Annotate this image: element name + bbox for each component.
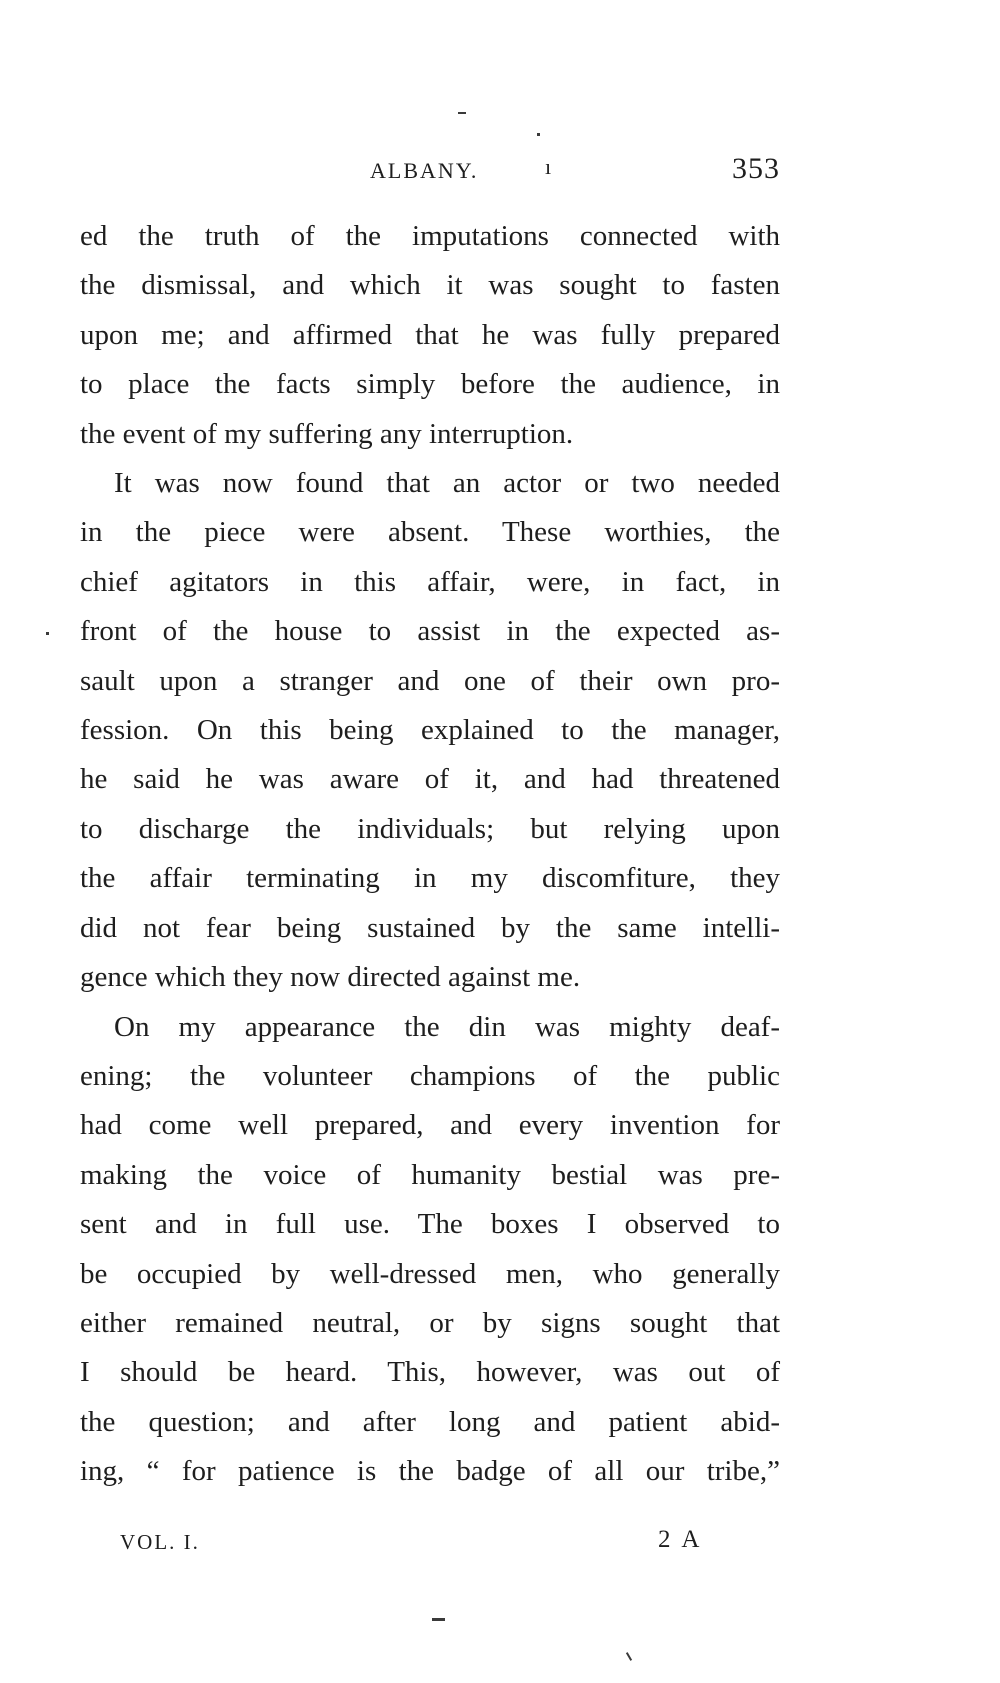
signature-mark: 2 A: [658, 1526, 703, 1553]
scan-speck: [626, 1652, 632, 1661]
paragraph: [80, 212, 780, 459]
volume-label: VOL. I.: [120, 1530, 200, 1554]
text-line: the dismissal, and which it was sought to fasten: [80, 269, 780, 302]
text-line: the question; and after long and patient abid-: [80, 1405, 780, 1438]
text-line: chief agitators in this affair, were, in fact, in: [80, 565, 780, 598]
page-footer: [80, 1526, 780, 1562]
text-line: On my appearance the din was mighty deaf-: [114, 1010, 780, 1043]
scan-speck: [458, 112, 466, 114]
scan-speck: [46, 632, 49, 635]
text-line: ed the truth of the imputations connected with: [80, 220, 780, 252]
text-line: sault upon a stranger and one of their own pro-: [80, 664, 780, 697]
text-line: front of the house to assist in the expected as-: [80, 615, 780, 648]
text-line: to place the facts simply before the audience, in: [80, 368, 780, 401]
text-line: making the voice of humanity bestial was pre-: [80, 1158, 780, 1191]
text-line: he said he was aware of it, and had threatened: [80, 763, 780, 796]
text-line: ening; the volunteer champions of the public: [80, 1059, 780, 1092]
text-line: to discharge the individuals; but relying upon: [80, 812, 780, 845]
running-head: [80, 152, 780, 188]
body-text: [80, 212, 780, 1497]
text-line: had come well prepared, and every invention for: [80, 1109, 780, 1142]
text-line: ing, “ for patience is the badge of all our tribe,”: [80, 1455, 780, 1488]
running-head-mark: ı: [545, 154, 552, 179]
text-line: either remained neutral, or by signs sought that: [80, 1306, 780, 1339]
text-line: gence which they now directed against me.: [80, 961, 581, 994]
text-line: fession. On this being explained to the manager,: [80, 714, 780, 747]
text-line: the event of my suffering any interruption.: [80, 417, 574, 450]
text-line: I should be heard. This, however, was out of: [80, 1356, 780, 1389]
text-line: It was now found that an actor or two needed: [114, 467, 780, 500]
text-line: upon me; and affirmed that he was fully prepared: [80, 318, 780, 351]
text-line: in the piece were absent. These worthies, the: [80, 516, 780, 549]
paragraph: [80, 1003, 780, 1497]
page-number: 353: [732, 152, 780, 185]
text-line: sent and in full use. The boxes I observed to: [80, 1208, 780, 1241]
text-line: be occupied by well-dressed men, who generally: [80, 1257, 780, 1290]
text-line: did not fear being sustained by the same intelli-: [80, 911, 780, 944]
paragraph: [80, 459, 780, 1002]
running-head-title: ALBANY.: [370, 158, 479, 183]
text-line: the affair terminating in my discomfiture, they: [80, 862, 780, 895]
scan-speck: [432, 1618, 445, 1621]
scan-speck: [537, 133, 540, 136]
